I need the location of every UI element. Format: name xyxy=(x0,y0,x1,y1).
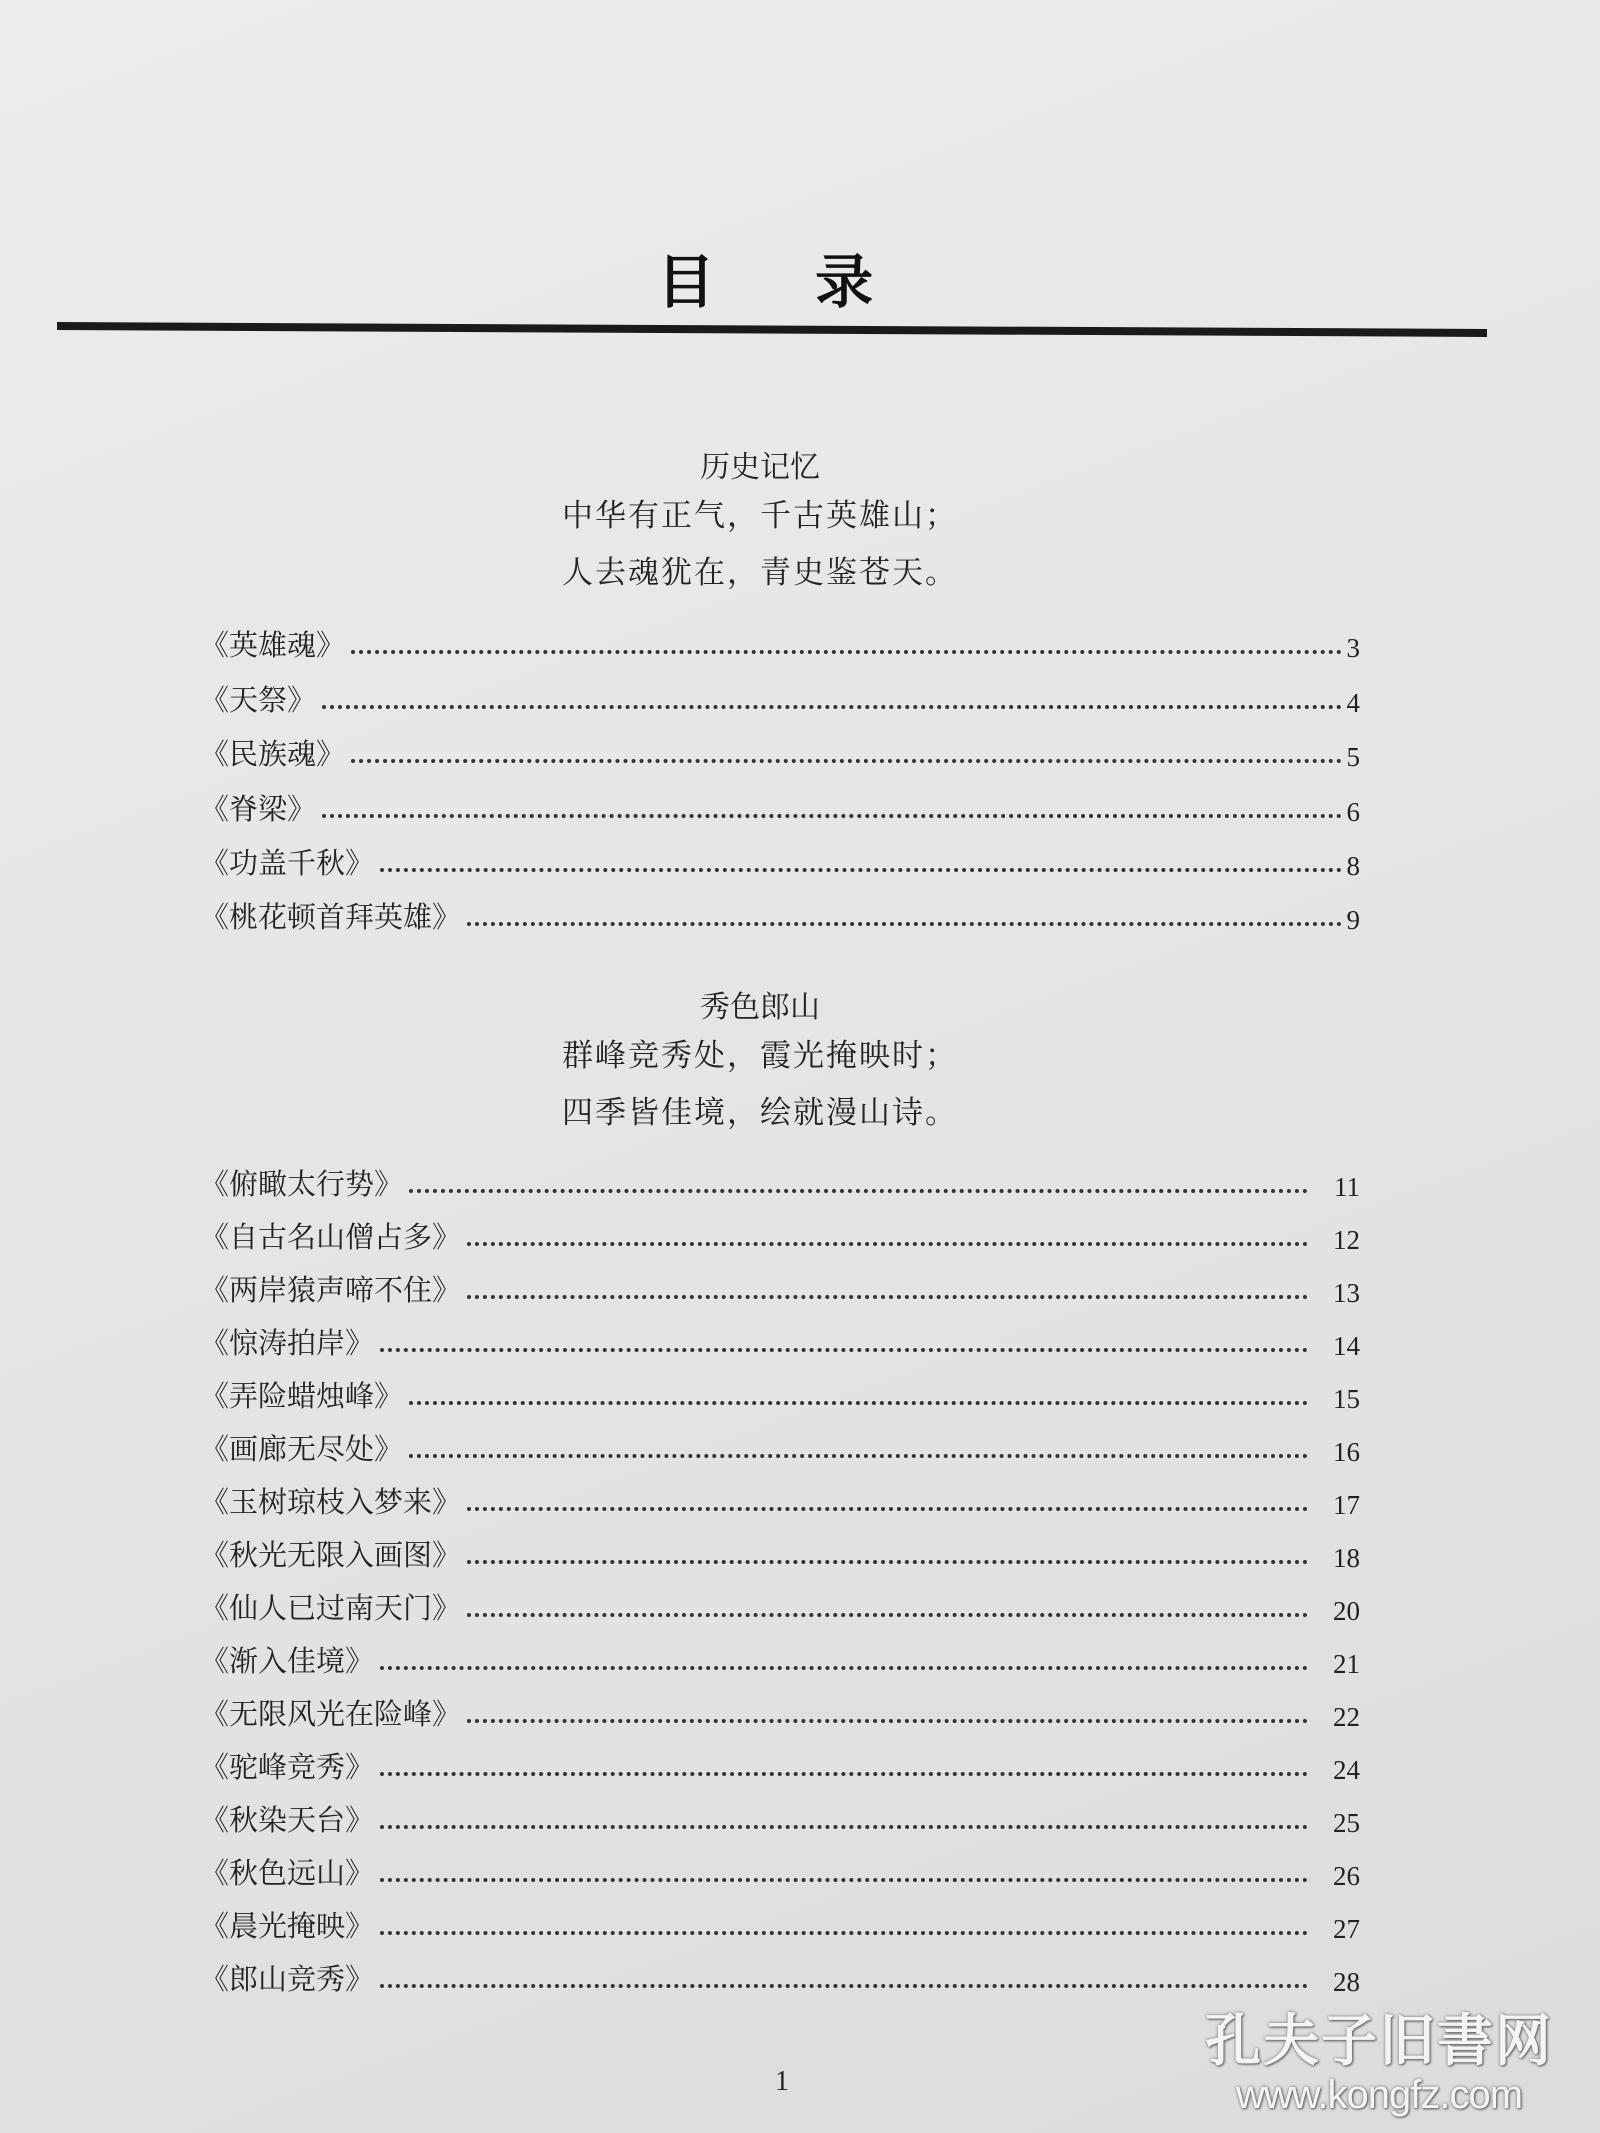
toc-entry-page: 15 xyxy=(1333,1384,1360,1414)
section-poem-line: 群峰竞秀处，霞光掩映时； xyxy=(562,1038,958,1074)
dot-leader xyxy=(409,1454,1308,1458)
toc-entry-title: 《画廊无尽处》 xyxy=(200,1432,404,1466)
toc-entry-title: 《惊涛拍岸》 xyxy=(200,1326,375,1360)
toc-entry[interactable] xyxy=(200,1521,1360,1574)
toc-entry-title: 《自古名山僧占多》 xyxy=(200,1220,462,1254)
toc-entry-title: 《郎山竞秀》 xyxy=(200,1962,375,1996)
toc-entry-page: 6 xyxy=(1346,796,1360,827)
toc-entry-page: 21 xyxy=(1333,1649,1360,1679)
dot-leader xyxy=(351,650,1342,654)
dot-leader xyxy=(467,1613,1308,1617)
toc-entry-title: 《功盖千秋》 xyxy=(200,845,375,880)
toc-entry-page: 3 xyxy=(1346,633,1360,664)
toc-entry[interactable] xyxy=(200,1839,1360,1892)
toc-entry-page: 20 xyxy=(1333,1596,1360,1626)
section-poem-line: 四季皆佳境，绘就漫山诗。 xyxy=(562,1095,958,1131)
toc-entry-page: 13 xyxy=(1333,1278,1360,1308)
toc-entry[interactable] xyxy=(200,1786,1360,1839)
dot-leader xyxy=(380,1984,1308,1988)
toc-entry-page: 8 xyxy=(1346,850,1360,881)
toc-entry-page: 11 xyxy=(1334,1172,1360,1202)
toc-entry[interactable] xyxy=(200,1468,1360,1521)
toc-entry-title: 《两岸猿声啼不住》 xyxy=(200,1273,462,1307)
toc-entry-title: 《弄险蜡烛峰》 xyxy=(200,1379,404,1413)
toc-entry-page: 22 xyxy=(1333,1702,1360,1732)
dot-leader xyxy=(322,814,1342,818)
dot-leader xyxy=(380,1666,1308,1670)
toc-entry-list xyxy=(200,610,1360,936)
toc-entry-title: 《英雄魂》 xyxy=(200,628,346,663)
toc-entry[interactable] xyxy=(200,828,1360,882)
toc-entry[interactable] xyxy=(200,1574,1360,1627)
dot-leader xyxy=(380,1825,1308,1829)
toc-entry-page: 9 xyxy=(1346,905,1360,936)
dot-leader xyxy=(467,922,1342,926)
toc-entry-page: 17 xyxy=(1333,1490,1360,1520)
toc-entry-title: 《仙人已过南天门》 xyxy=(200,1591,462,1625)
toc-entry[interactable] xyxy=(200,1415,1360,1468)
dot-leader xyxy=(467,1507,1308,1511)
toc-entry[interactable] xyxy=(200,1680,1360,1733)
toc-entry[interactable] xyxy=(200,1309,1360,1362)
toc-entry-page: 4 xyxy=(1346,687,1360,718)
page-number: 1 xyxy=(775,2066,789,2097)
toc-entry-page: 24 xyxy=(1333,1755,1360,1785)
dot-leader xyxy=(409,1189,1308,1193)
toc-entry[interactable] xyxy=(200,1892,1360,1945)
toc-entry-page: 26 xyxy=(1333,1861,1360,1891)
toc-entry-title: 《民族魂》 xyxy=(200,737,346,772)
title-divider xyxy=(57,322,1487,337)
toc-entry[interactable] xyxy=(200,1945,1360,1998)
dot-leader xyxy=(380,1878,1308,1882)
toc-section-history xyxy=(200,448,1360,936)
toc-entry-title: 《秋染天台》 xyxy=(200,1803,375,1837)
toc-entry-title: 《天祭》 xyxy=(200,682,317,717)
toc-entry-page: 25 xyxy=(1333,1808,1360,1838)
toc-entry-title: 《渐入佳境》 xyxy=(200,1644,375,1678)
toc-entry-title: 《脊梁》 xyxy=(200,791,317,826)
toc-entry-page: 14 xyxy=(1333,1331,1360,1361)
toc-entry[interactable] xyxy=(200,1362,1360,1415)
toc-entry-page: 5 xyxy=(1346,742,1360,773)
section-poem-line: 人去魂犹在，青史鉴苍天。 xyxy=(562,555,958,591)
dot-leader xyxy=(351,759,1342,763)
toc-entry[interactable] xyxy=(200,664,1360,718)
toc-entry[interactable] xyxy=(200,610,1360,664)
toc-entry[interactable] xyxy=(200,1256,1360,1309)
section-poem-line: 中华有正气，千古英雄山； xyxy=(562,498,958,534)
dot-leader xyxy=(380,1772,1308,1776)
toc-entry-page: 18 xyxy=(1333,1543,1360,1573)
page-title: 目 录 xyxy=(656,248,914,316)
toc-entry-page: 27 xyxy=(1333,1914,1360,1944)
toc-entry-page: 12 xyxy=(1333,1225,1360,1255)
toc-entry-title: 《俯瞰太行势》 xyxy=(200,1167,404,1201)
dot-leader xyxy=(322,705,1342,709)
watermark-logo-text: 孔夫子旧書网 xyxy=(1205,2008,1553,2074)
toc-entry[interactable] xyxy=(200,1627,1360,1680)
dot-leader xyxy=(380,1348,1308,1352)
toc-entry-title: 《晨光掩映》 xyxy=(200,1909,375,1943)
toc-entry-title: 《无限风光在险峰》 xyxy=(200,1697,462,1731)
dot-leader xyxy=(380,868,1342,872)
section-heading: 历史记忆 xyxy=(700,450,820,485)
toc-entry-page: 28 xyxy=(1333,1967,1360,1997)
toc-entry[interactable] xyxy=(200,1203,1360,1256)
dot-leader xyxy=(380,1931,1308,1935)
toc-entry-title: 《玉树琼枝入梦来》 xyxy=(200,1485,462,1519)
toc-entry[interactable] xyxy=(200,719,1360,773)
toc-entry[interactable] xyxy=(200,882,1360,936)
toc-entry[interactable] xyxy=(200,1733,1360,1786)
toc-entry-title: 《桃花顿首拜英雄》 xyxy=(200,900,462,935)
dot-leader xyxy=(467,1719,1308,1723)
watermark xyxy=(1205,2010,1553,2118)
dot-leader xyxy=(409,1401,1308,1405)
toc-entry-list xyxy=(200,1150,1360,1998)
dot-leader xyxy=(467,1242,1308,1246)
toc-section-scenery xyxy=(200,988,1360,1998)
toc-entry-title: 《秋光无限入画图》 xyxy=(200,1538,462,1572)
toc-entry[interactable] xyxy=(200,773,1360,827)
section-heading: 秀色郎山 xyxy=(700,990,820,1025)
toc-entry-title: 《秋色远山》 xyxy=(200,1856,375,1890)
toc-entry-page: 16 xyxy=(1333,1437,1360,1467)
watermark-url: www.kongfz.com xyxy=(1235,2073,1523,2117)
toc-entry-title: 《驼峰竞秀》 xyxy=(200,1750,375,1784)
toc-entry[interactable] xyxy=(200,1150,1360,1203)
dot-leader xyxy=(467,1560,1308,1564)
dot-leader xyxy=(467,1295,1308,1299)
